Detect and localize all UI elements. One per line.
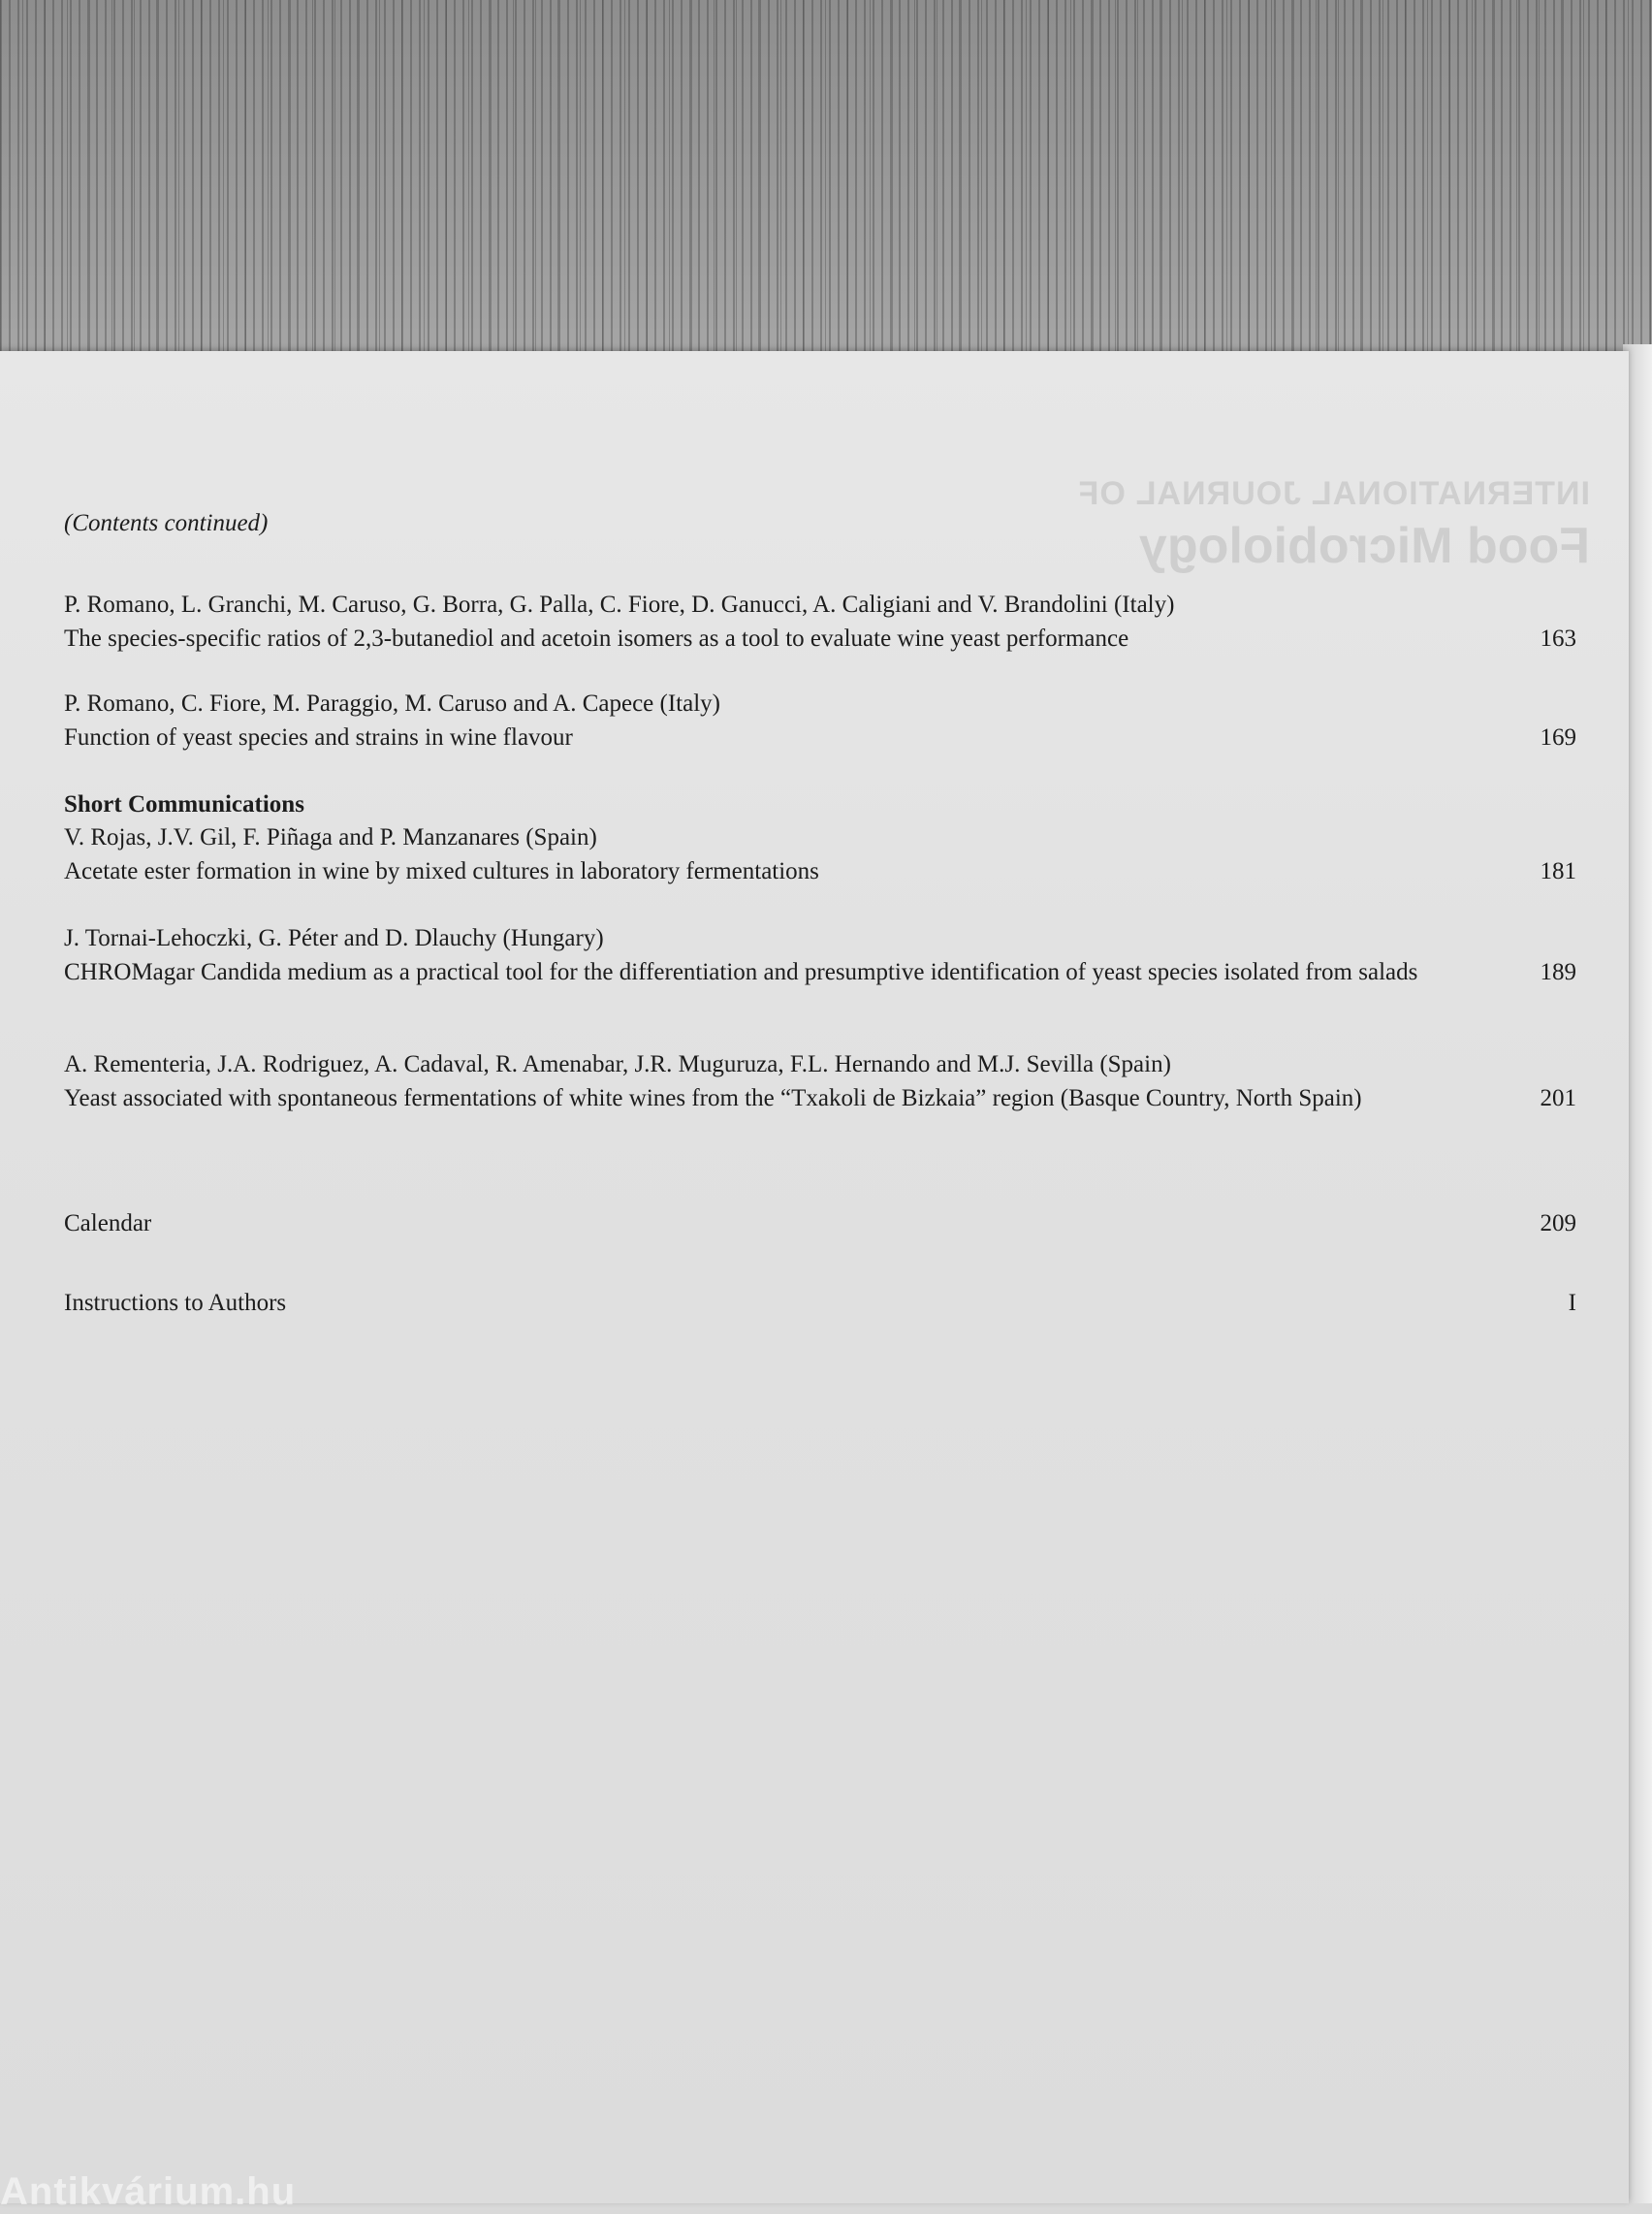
entry-title: Yeast associated with spontaneous fermentations of white wines from the “Txakoli de Bizkaia” region (Basque Country, North Spain) xyxy=(64,1085,1362,1111)
entry-authors: P. Romano, L. Granchi, M. Caruso, G. Borra, G. Palla, C. Fiore, D. Ganucci, A. Caligiani and V. Brandolini (Italy) xyxy=(64,592,1175,618)
entry-page-number: 169 xyxy=(1540,724,1576,751)
entry-authors: A. Rementeria, J.A. Rodriguez, A. Cadaval, R. Amenabar, J.R. Muguruza, F.L. Hernando and M.J. Sevilla (Spain) xyxy=(64,1051,1171,1077)
entry-title: Function of yeast species and strains in wine flavour xyxy=(64,724,573,751)
toc-entry xyxy=(64,588,1576,656)
toc-entry xyxy=(64,921,1576,989)
toc-calendar-row xyxy=(64,1210,1576,1237)
entry-title: CHROMagar Candida medium as a practical tool for the differentiation and presumptive identification of yeast species isolated from salads xyxy=(64,959,1418,985)
entry-title-row xyxy=(64,1081,1576,1115)
calendar-page-number: 209 xyxy=(1540,1210,1576,1236)
toc-entry xyxy=(64,1047,1576,1115)
entry-title: The species-specific ratios of 2,3-butanediol and acetoin isomers as a tool to evaluate wine yeast performance xyxy=(64,626,1129,652)
toc-entry xyxy=(64,687,1576,754)
toc-entry xyxy=(64,820,1576,888)
instructions-page-number: I xyxy=(1568,1290,1576,1316)
instructions-label: Instructions to Authors xyxy=(64,1290,287,1316)
calendar-label: Calendar xyxy=(64,1210,152,1236)
watermark-text: Antikvárium.hu xyxy=(0,2170,297,2213)
entry-page-number: 181 xyxy=(1540,858,1576,884)
entry-title-row xyxy=(64,721,1576,754)
entry-authors: J. Tornai-Lehoczki, G. Péter and D. Dlauchy (Hungary) xyxy=(64,925,604,951)
entry-page-number: 189 xyxy=(1540,959,1576,985)
contents-continued-label: (Contents continued) xyxy=(64,510,269,536)
entry-page-number: 163 xyxy=(1540,626,1576,652)
entry-authors: V. Rojas, J.V. Gil, F. Piñaga and P. Manzanares (Spain) xyxy=(64,824,597,850)
entry-authors: P. Romano, C. Fiore, M. Paraggio, M. Caruso and A. Capece (Italy) xyxy=(64,690,720,717)
desk-surface-background xyxy=(0,0,1652,388)
toc-instructions-row xyxy=(64,1290,1576,1317)
short-communications-heading: Short Communications xyxy=(64,791,304,818)
entry-page-number: 201 xyxy=(1540,1085,1576,1111)
entry-title-row xyxy=(64,622,1576,656)
entry-title-row xyxy=(64,854,1576,888)
entry-title-row xyxy=(64,955,1576,989)
entry-title: Acetate ester formation in wine by mixed cultures in laboratory fermentations xyxy=(64,858,819,884)
